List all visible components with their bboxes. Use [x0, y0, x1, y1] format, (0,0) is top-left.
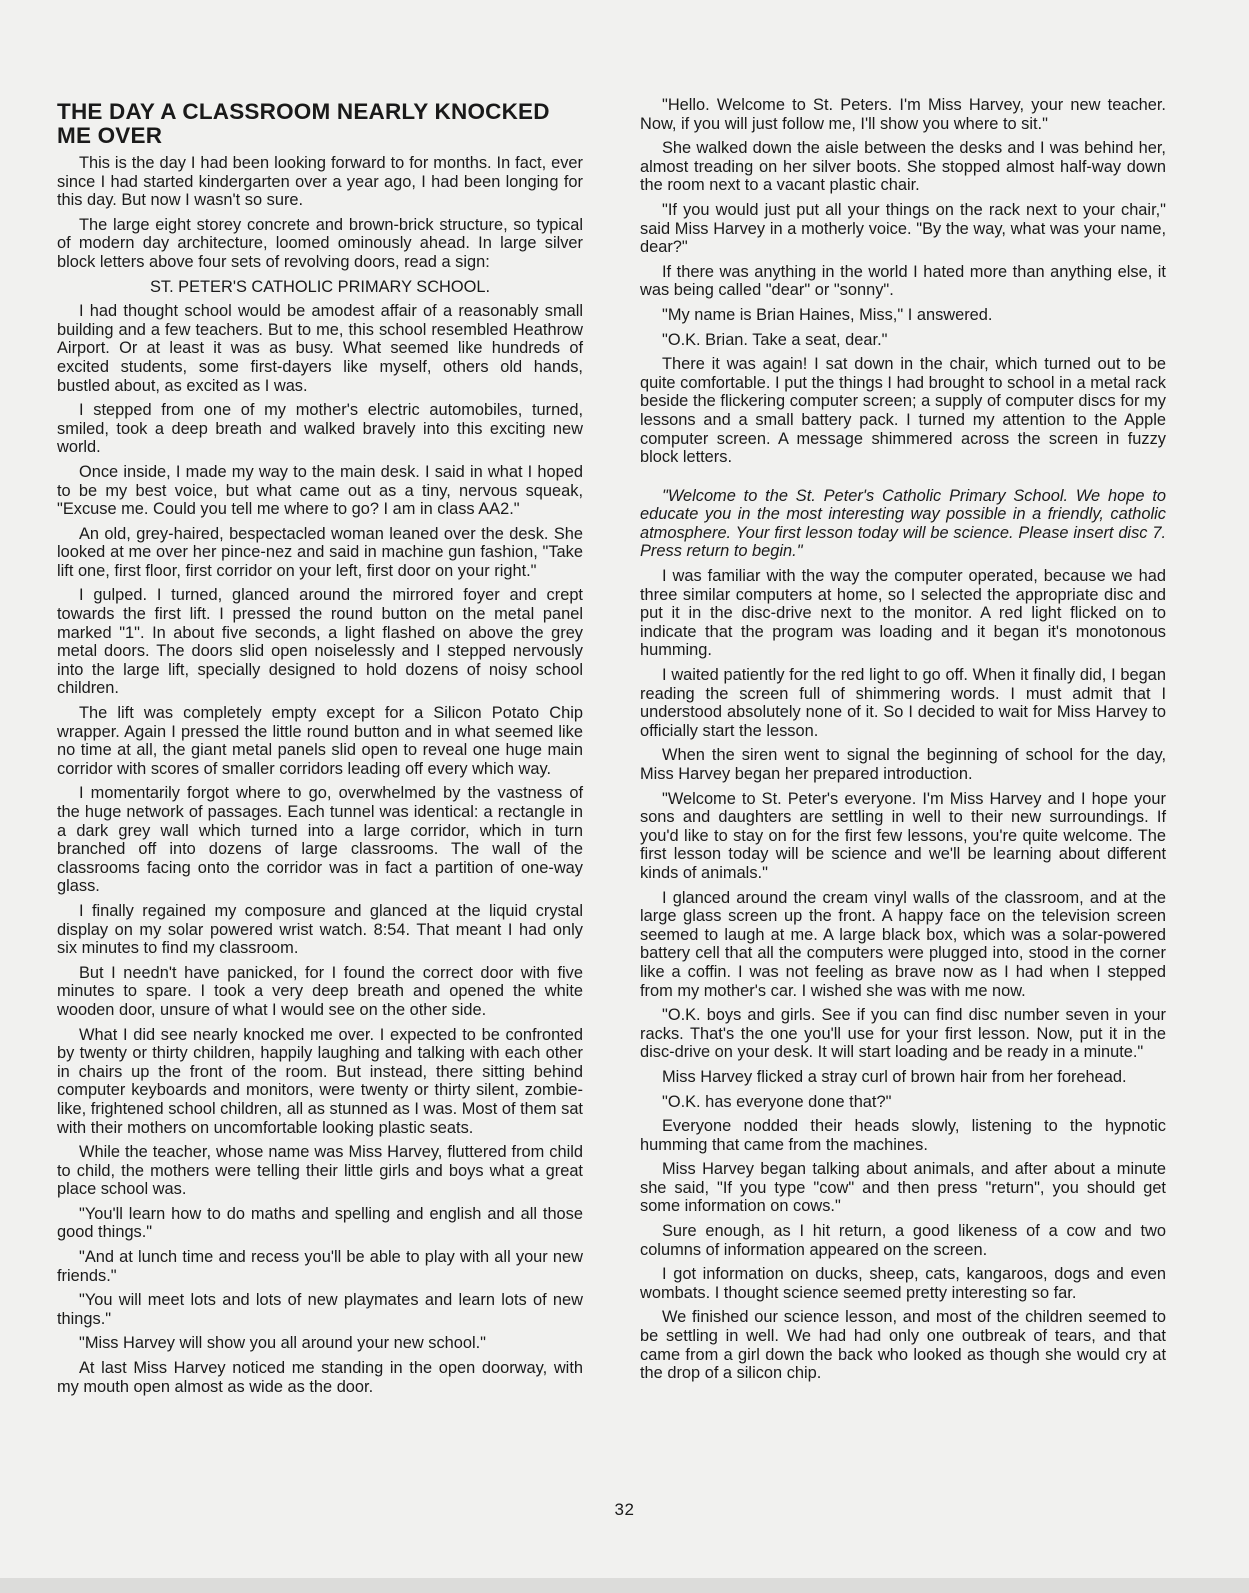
paragraph: What I did see nearly knocked me over. I expected to be confronted by twenty or thirty children, happily laughing and talking with each other in chairs up the front of the room. But instead, there sitting behind computer keyboards and monitors, were twenty or thirty silent, zombie-like, frightened school children, all as stunned as I was. Most of them sat with their mothers on uncomfortable looking plastic seats.	[57, 1025, 583, 1137]
paragraph: "And at lunch time and recess you'll be able to play with all your new friends."	[57, 1248, 583, 1285]
paragraph: "O.K. has everyone done that?"	[662, 1092, 892, 1111]
paragraph: I got information on ducks, sheep, cats, kangaroos, dogs and even wombats. I thought science seemed pretty interesting so far.	[640, 1265, 1166, 1302]
paragraph: Miss Harvey flicked a stray curl of brown hair from her forehead.	[662, 1067, 1127, 1086]
paragraph: Once inside, I made my way to the main desk. I said in what I hoped to be my best voice, but what came out as a tiny, nervous squeak, "Excuse me. Could you tell me where to go? I am in class AA2."	[57, 462, 583, 519]
paragraph: I had thought school would be amodest affair of a reasonably small building and a few teachers. But to me, this school resembled Heathrow Airport. Or at least it was as busy. What seemed like hundreds of excited students, some first-dayers like myself, others old hands, bustled about, as excited as I was.	[57, 302, 583, 395]
paragraph: "Hello. Welcome to St. Peters. I'm Miss Harvey, your new teacher. Now, if you will just follow me, I'll show you where to sit."	[640, 96, 1166, 133]
school-sign-text: ST. PETER'S CATHOLIC PRIMARY SCHOOL.	[149, 277, 491, 296]
paragraph: "If you would just put all your things on the rack next to your chair," said Miss Harvey in a motherly voice. "By the way, what was your name, dear?"	[640, 200, 1166, 257]
paragraph: While the teacher, whose name was Miss Harvey, fluttered from child to child, the mothers were telling their little girls and boys what a great place school was.	[57, 1143, 583, 1199]
page-number: 32	[614, 1500, 635, 1519]
left-column	[57, 96, 583, 1402]
paragraph: Miss Harvey began talking about animals, and after about a minute she said, "If you type "cow" and then press "return", you should get some information on cows."	[640, 1160, 1166, 1216]
paragraph: "You'll learn how to do maths and spelling and english and all those good things."	[57, 1204, 583, 1242]
paragraph: If there was anything in the world I hated more than anything else, it was being called "dear" or "sonny".	[640, 262, 1166, 300]
paragraph: There it was again! I sat down in the chair, which turned out to be quite comfortable. I put the things I had brought to school in a metal rack beside the flickering computer screen; a supply of computer discs for my lessons and a small battery pack. I turned my attention to the Apple computer screen. A message shimmered across the screen in fuzzy block letters.	[640, 355, 1166, 467]
paragraph: "My name is Brian Haines, Miss," I answered.	[662, 305, 993, 324]
paragraph: "You will meet lots and lots of new playmates and learn lots of new things."	[57, 1291, 583, 1328]
paragraph: When the siren went to signal the beginning of school for the day, Miss Harvey began her prepared introduction.	[640, 746, 1166, 783]
article-title: THE DAY A CLASSROOM NEARLY KNOCKED ME OVER	[57, 99, 550, 148]
paragraph: "Welcome to St. Peter's everyone. I'm Miss Harvey and I hope your sons and daughters are settling in well to their new surroundings. If you'd like to stay on for the first few lessons, you're quite welcome. The first lesson today will be science and we'll be learning about different kinds of animals."	[640, 789, 1166, 882]
paragraph: The lift was completely empty except for a Silicon Potato Chip wrapper. Again I pressed the little round button and in what seemed like no time at all, the giant metal panels slid open to reveal one huge main corridor with scores of smaller corridors leading off every which way.	[57, 704, 583, 778]
paragraph: At last Miss Harvey noticed me standing in the open doorway, with my mouth open almost as wide as the door.	[57, 1359, 583, 1396]
paragraph: I glanced around the cream vinyl walls of the classroom, and at the large glass screen up the front. A happy face on the television screen seemed to laugh at me. A large black box, which was a solar-powered battery cell that all the computers were plugged into, stood in the corner like a coffin. I was not feeling as brave now as I had when I stepped from my mother's car. I wished she was with me now.	[640, 888, 1166, 1000]
scan-bottom-edge	[0, 1578, 1249, 1593]
paragraph: "O.K. Brian. Take a seat, dear."	[662, 330, 888, 349]
paragraph: "Miss Harvey will show you all around your new school."	[79, 1334, 486, 1353]
paragraph: I momentarily forgot where to go, overwhelmed by the vastness of the huge network of passages. Each tunnel was identical: a rectangle in a dark grey wall which turned into a large corridor, which in turn branched off into dozens of large classrooms. The wall of the classrooms facing onto the corridor was in fact a partition of one-way glass.	[57, 784, 583, 896]
paragraph: I stepped from one of my mother's electric automobiles, turned, smiled, took a deep breath and walked bravely into this exciting new world.	[57, 401, 583, 457]
right-column	[640, 96, 1166, 1389]
paragraph: Sure enough, as I hit return, a good likeness of a cow and two columns of information appeared on the screen.	[640, 1222, 1166, 1259]
paragraph: We finished our science lesson, and most of the children seemed to be settling in well. We had had only one outbreak of tears, and that came from a girl down the back who looked as though she would cry at the drop of a silicon chip.	[640, 1308, 1166, 1383]
paragraph: The large eight storey concrete and brown-brick structure, so typical of modern day architecture, loomed ominously ahead. In large silver block letters above four sets of revolving doors, read a sign:	[57, 215, 583, 271]
paragraph: I gulped. I turned, glanced around the mirrored foyer and crept towards the first lift. I pressed the round button on the metal panel marked "1". In about five seconds, a light flashed on above the grey metal doors. The doors slid open noiselessly and I stepped nervously into the large lift, specially designed to hold dozens of noisy school children.	[57, 586, 583, 698]
paragraph: But I needn't have panicked, for I found the correct door with five minutes to spare. I took a very deep breath and opened the white wooden door, unsure of what I would see on the other side.	[57, 963, 583, 1019]
paragraph: I finally regained my composure and glanced at the liquid crystal display on my solar powered wrist watch. 8:54. That meant I had only six minutes to find my classroom.	[57, 901, 583, 958]
paragraph: An old, grey-haired, bespectacled woman leaned over the desk. She looked at me over her pince-nez and said in machine gun fashion, "Take lift one, first floor, first corridor on your left, first door on your right."	[57, 524, 583, 580]
computer-screen-message: "Welcome to the St. Peter's Catholic Primary School. We hope to educate you in the most interesting way possible in a friendly, catholic atmosphere. Your first lesson today will be science. Please insert disc 7. Press return to begin."	[640, 486, 1166, 561]
paragraph: This is the day I had been looking forward to for months. In fact, ever since I had started kindergarten over a year ago, I had been longing for this day. But now I wasn't so sure.	[57, 154, 583, 210]
paragraph: I waited patiently for the red light to go off. When it finally did, I began reading the screen full of shimmering words. I must admit that I understood absolutely none of it. So I decided to wait for Miss Harvey to officially start the lesson.	[640, 666, 1166, 740]
paragraph: "O.K. boys and girls. See if you can find disc number seven in your racks. That's the one you'll use for your first lesson. Now, put it in the disc-drive on your desk. It will start loading and be ready in a minute."	[640, 1006, 1166, 1062]
paragraph: I was familiar with the way the computer operated, because we had three similar computers at home, so I selected the appropriate disc and put it in the disc-drive next to the monitor. A red light flicked on to indicate that the program was loading and it began it's monotonous humming.	[640, 567, 1166, 660]
paragraph: Everyone nodded their heads slowly, listening to the hypnotic humming that came from the machines.	[640, 1117, 1166, 1154]
paragraph: She walked down the aisle between the desks and I was behind her, almost treading on her silver boots. She stopped almost half-way down the room next to a vacant plastic chair.	[640, 139, 1166, 195]
